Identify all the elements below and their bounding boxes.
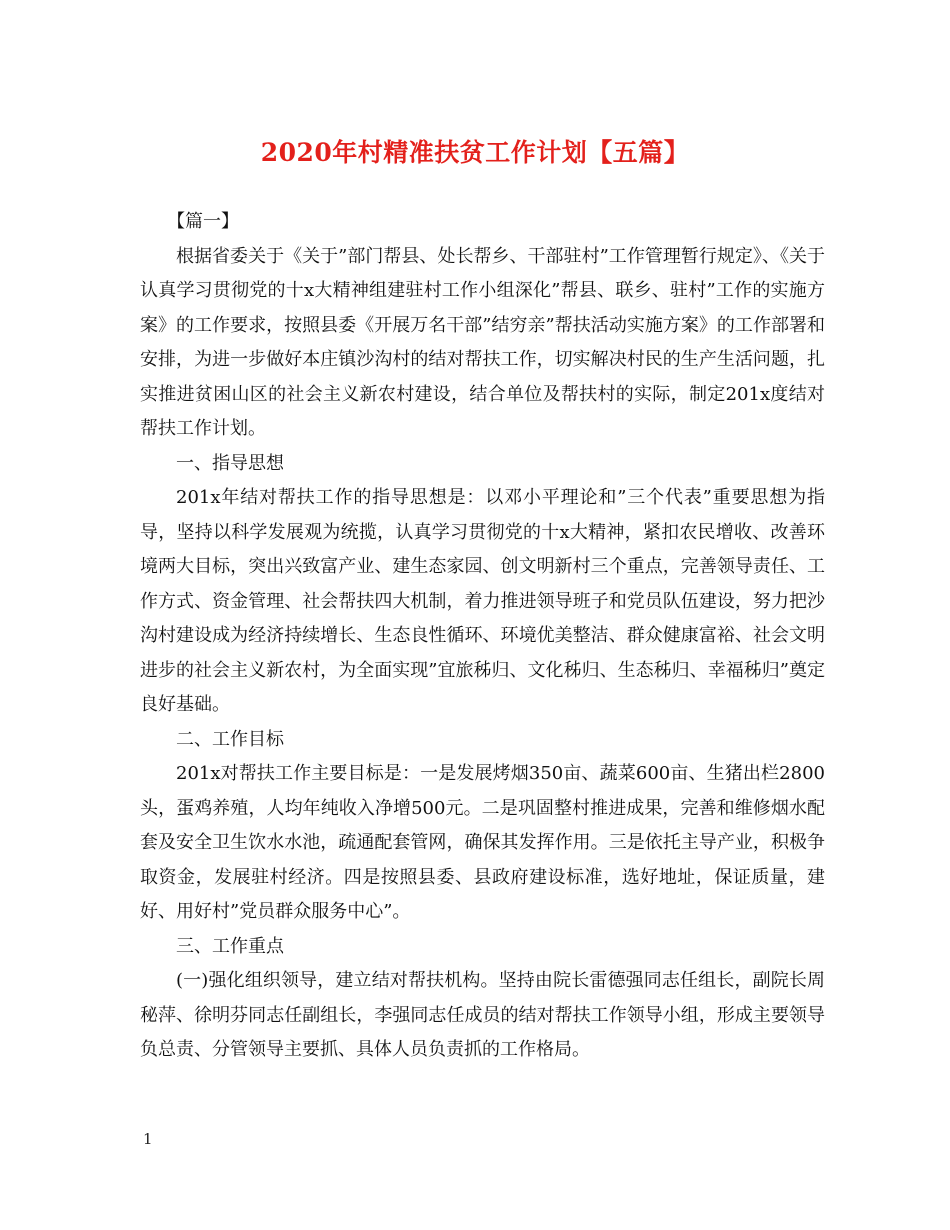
paragraph-intro: 根据省委关于《关于”部门帮县、处长帮乡、干部驻村”工作管理暂行规定》、《关于认真学习贯彻党的十x大精神组建驻村工作小组深化”帮县、联乡、驻村”工作的实施方案》的工作要求，按照县委《开展万名干部”结穷亲”帮扶活动实施方案》的工作部署和安排，为进一步做好本庄镇沙沟村的结对帮扶工作，切实解决村民的生产生活问题，扎实推进贫困山区的社会主义新农村建设，结合单位及帮扶村的实际，制定201x度结对帮扶工作计划。 xyxy=(140,245,825,439)
section-tag: 【篇一】 xyxy=(167,211,239,232)
page-number: 1 xyxy=(143,1130,153,1148)
paragraph-guiding-ideology: 201x年结对帮扶工作的指导思想是：以邓小平理论和”三个代表”重要思想为指导，坚持以科学发展观为统揽，认真学习贯彻党的十x大精神，紧扣农民增收、改善环境两大目标，突出兴致富产业、建生态家园、创文明新村三个重点，完善领导责任、工作方式、资金管理、社会帮扶四大机制，着力推进领导班子和党员队伍建设，努力把沙沟村建设成为经济持续增长、生态良性循环、环境优美整洁、群众健康富裕、社会文明进步的社会主义新农村，为全面实现”宜旅秭归、文化秭归、生态秭归、幸福秭归”奠定良好基础。 xyxy=(140,487,825,715)
paragraph-work-goals: 201x对帮扶工作主要目标是：一是发展烤烟350亩、蔬菜600亩、生猪出栏2800头，蛋鸡养殖，人均年纯收入净增500元。二是巩固整村推进成果，完善和维修烟水配套及安全卫生饮水水池，疏通配套管网，确保其发挥作用。三是依托主导产业，积极争取资金，发展驻村经济。四是按照县委、县政府建设标准，选好地址，保证质量，建好、用好村”党员群众服务中心”。 xyxy=(140,763,825,922)
heading-work-goals: 二、工作目标 xyxy=(176,728,284,750)
heading-guiding-ideology: 一、指导思想 xyxy=(176,452,284,474)
paragraph-work-focus-1: (一)强化组织领导，建立结对帮扶机构。坚持由院长雷德强同志任组长，副院长周秘萍、徐明芬同志任副组长，李强同志任成员的结对帮扶工作领导小组，形成主要领导负总责、分管领导主要抓、具体人员负责抓的工作格局。 xyxy=(140,970,825,1060)
heading-work-focus: 三、工作重点 xyxy=(176,935,284,957)
document-body xyxy=(140,205,825,1068)
document-title: 2020年村精准扶贫工作计划【五篇】 xyxy=(260,138,690,167)
